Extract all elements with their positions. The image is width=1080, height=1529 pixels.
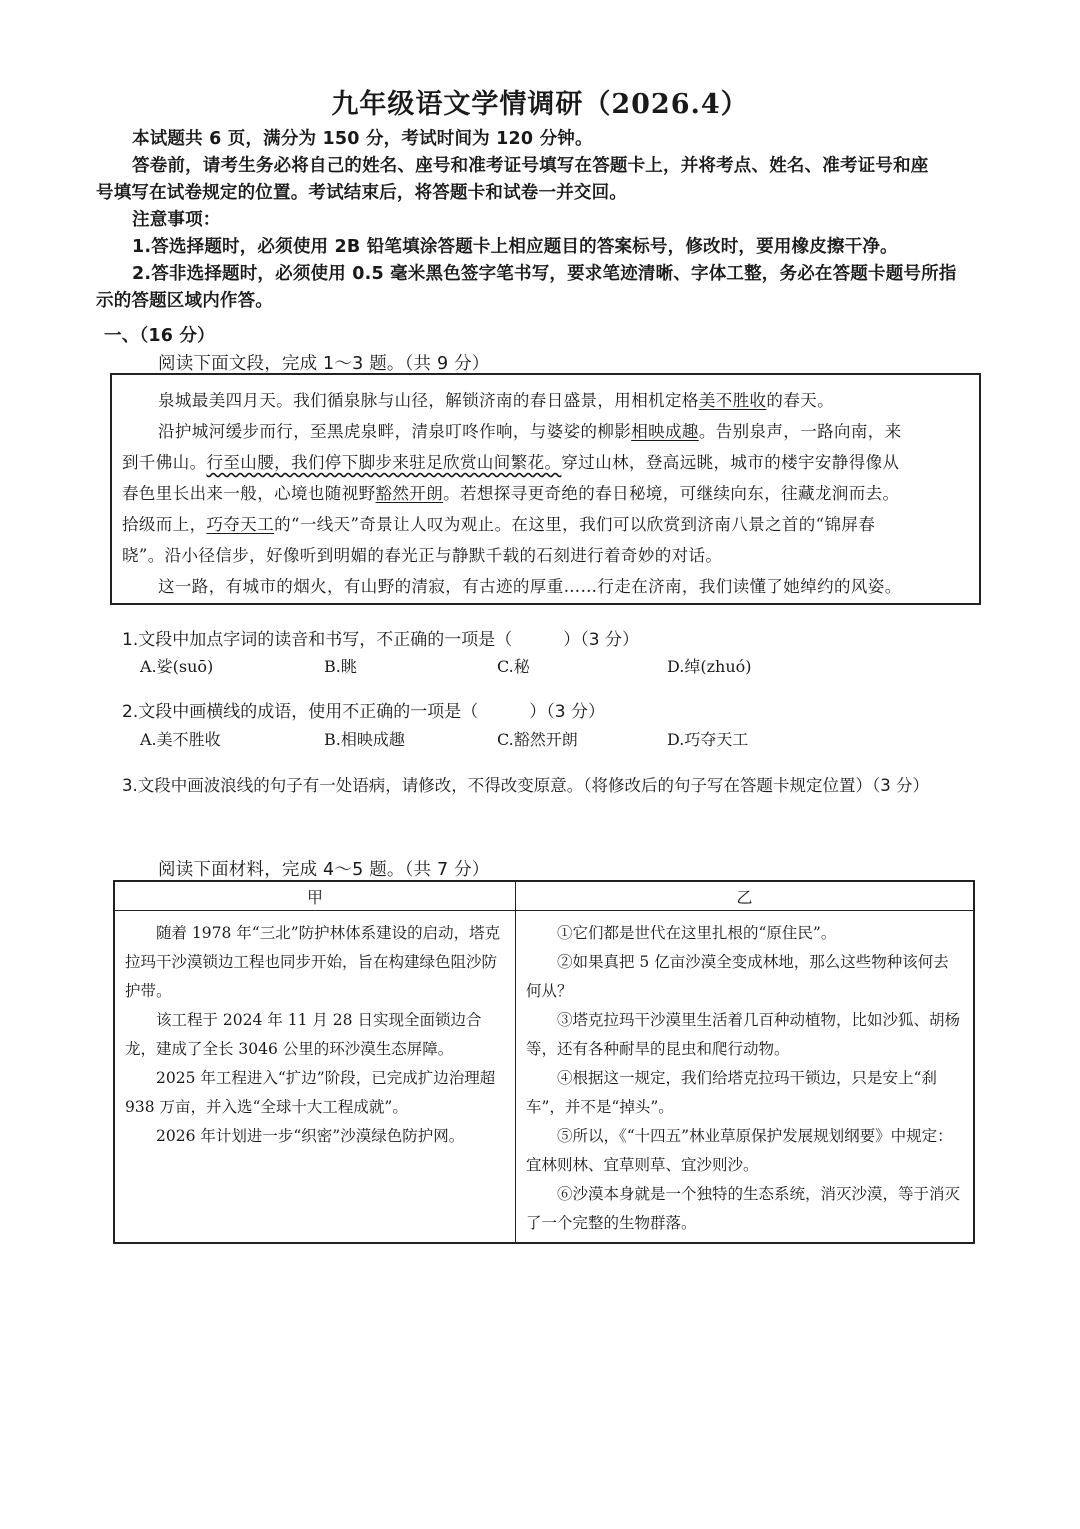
q1-option-c: C.秘 <box>497 657 530 676</box>
passage-box <box>110 373 981 605</box>
passage-line-2 <box>158 418 902 442</box>
question-3: 3.文段中画波浪线的句子有一处语病，请修改，不得改变原意。（将修改后的句子写在答题卡规定位置）（3 分） <box>122 776 929 795</box>
yi-paragraph: ③塔克拉玛干沙漠里生活着几百种动植物，比如沙狐、胡杨等，还有各种耐旱的昆虫和爬行动物。 <box>526 1011 961 1058</box>
yi-paragraph: ⑤所以，《“十四五”林业草原保护发展规划纲要》中规定：宜林则林、宜草则草、宜沙则沙。 <box>526 1127 953 1174</box>
passage-text: 拾级而上， <box>122 515 207 534</box>
exam-title: 九年级语文学情调研（2026.4） <box>331 89 749 120</box>
underlined-idiom-3: 豁然开朗 <box>375 484 444 503</box>
passage-text: 泉城最美四月天。我们循泉脉与山径，解锁济南的春日盛景，用相机定格 <box>158 391 699 410</box>
yi-paragraph: ①它们都是世代在这里扎根的“原住民”。 <box>557 924 837 942</box>
passage-text: 。告别泉声，一路向南，来 <box>698 422 902 441</box>
passage-text: 的“一线天”奇景让人叹为观止。在这里，我们可以欣赏到济南八景之首的“锦屏春 <box>274 515 876 534</box>
q2-option-a: A.美不胜收 <box>140 730 221 749</box>
underlined-idiom-1: 美不胜收 <box>698 391 767 410</box>
q1-option-a: A.娑(suō) <box>140 657 214 676</box>
passage-line-6: 晓”。沿小径信步，好像听到明媚的春光正与静默千载的石刻进行着奇妙的对话。 <box>122 546 723 565</box>
q1-option-b: B.眺 <box>324 657 357 676</box>
underlined-idiom-4: 巧夺天工 <box>206 515 275 534</box>
passage-text: 春色里长出来一般，心境也随视野 <box>122 484 376 503</box>
jia-paragraph: 该工程于 2024 年 11 月 28 日实现全面锁边合龙，建成了全长 3046 公里的环沙漠生态屏障。 <box>125 1011 482 1058</box>
passage-intro: 阅读下面文段，完成 1～3 题。（共 9 分） <box>158 354 490 374</box>
passage-line-5 <box>122 511 875 535</box>
q1-option-d: D.绰(zhuó) <box>667 657 752 676</box>
passage-line-7: 这一路，有城市的烟火，有山野的清寂，有古迹的厚重……行走在济南，我们读懂了她绰约的风姿。 <box>158 577 902 596</box>
yi-paragraph: ②如果真把 5 亿亩沙漠全变成林地，那么这些物种该何去何从？ <box>526 953 949 1000</box>
yi-paragraph: ④根据这一规定，我们给塔克拉玛干锁边，只是安上“刹车”，并不是“掉头”。 <box>526 1069 937 1116</box>
q2-option-d: D.巧夺天工 <box>667 730 749 749</box>
wavy-sentence: 行至山腰，我们停下脚步来驻足欣赏山间繁花。 <box>206 453 562 472</box>
passage-line-4 <box>122 480 899 504</box>
q2-option-b: B.相映成趣 <box>324 730 405 749</box>
material-table <box>113 880 975 1244</box>
passage-text: 。若想探寻更奇绝的春日秘境，可继续向东，往藏龙涧而去。 <box>443 484 900 503</box>
passage-text: 沿护城河缓步而行，至黑虎泉畔，清泉叮咚作响，与婆娑的柳影 <box>158 422 632 441</box>
section-1-heading: 一、（16 分） <box>104 326 215 346</box>
jia-paragraph: 2026 年计划进一步“织密”沙漠绿色防护网。 <box>156 1127 465 1145</box>
notes-heading: 注意事项： <box>132 210 221 230</box>
passage-line-3 <box>122 449 899 473</box>
passage-text: 到千佛山。 <box>122 453 207 472</box>
note-1: 1.答选择题时，必须使用 2B 铅笔填涂答题卡上相应题目的答案标号，修改时，要用橡皮擦干净。 <box>132 237 898 257</box>
material-yi-cell <box>516 911 975 1244</box>
material-intro: 阅读下面材料，完成 4～5 题。（共 7 分） <box>158 860 490 880</box>
underlined-idiom-2: 相映成趣 <box>631 422 699 441</box>
instruction-line-3: 号填写在试卷规定的位置。考试结束后，将答题卡和试卷一并交回。 <box>96 183 627 203</box>
question-2: 2.文段中画横线的成语，使用不正确的一项是（ ）（3 分） <box>122 702 605 722</box>
column-header-jia: 甲 <box>114 881 516 911</box>
jia-paragraph: 2025 年工程进入“扩边”阶段，已完成扩边治理超 938 万亩，并入选“全球十大工程成就”。 <box>125 1069 496 1116</box>
passage-text: 穿过山林，登高远眺，城市的楼宇安静得像从 <box>561 453 900 472</box>
note-2-line-2: 示的答题区域内作答。 <box>96 291 273 311</box>
material-jia-cell <box>114 911 516 1244</box>
passage-text: 的春天。 <box>766 391 835 410</box>
jia-paragraph: 随着 1978 年“三北”防护林体系建设的启动，塔克拉玛干沙漠锁边工程也同步开始，旨在构建绿色阻沙防护带。 <box>125 924 501 1000</box>
question-1: 1.文段中加点字词的读音和书写，不正确的一项是（ ）（3 分） <box>122 630 639 650</box>
column-header-yi: 乙 <box>516 881 975 911</box>
q2-option-c: C.豁然开朗 <box>497 730 578 749</box>
note-2-line-1: 2.答非选择题时，必须使用 0.5 毫米黑色签字笔书写，要求笔迹清晰、字体工整，务必在答题卡题号所指 <box>132 264 957 284</box>
instruction-line-2: 答卷前，请考生务必将自己的姓名、座号和准考证号填写在答题卡上，并将考点、姓名、准考证号和座 <box>132 156 929 176</box>
yi-paragraph: ⑥沙漠本身就是一个独特的生态系统，消灭沙漠，等于消灭了一个完整的生物群落。 <box>526 1185 961 1232</box>
instruction-line-1: 本试题共 6 页，满分为 150 分，考试时间为 120 分钟。 <box>132 129 593 149</box>
passage-line-1 <box>158 387 834 411</box>
